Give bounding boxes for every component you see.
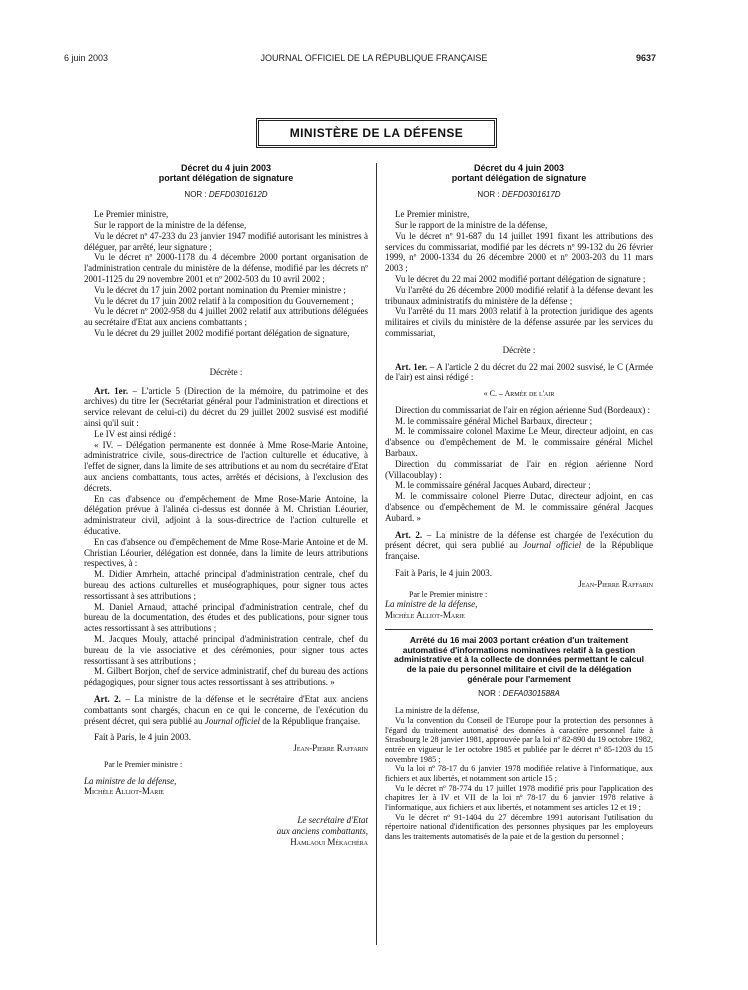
right-paragraph: Direction du commissariat de l'air en région aérienne Sud (Bordeaux) : xyxy=(395,404,651,415)
ministry-heading: MINISTÈRE DE LA DÉFENSE xyxy=(256,118,497,148)
right-nor: NOR : DEFD0301617D xyxy=(477,189,561,199)
right-arrete-paragraph: Vu le décret nº 78-774 du 17 juillet 1978 modifié pris pour l'application des chapitres Ier à IV et VII de la loi nº 78-17 du 6 janvier 1978 relative à l'informatique, aux fichiers et aux libertés, et notamment ses articles 12 et 19 ; xyxy=(385,783,653,812)
left-paragraph: En cas d'absence ou d'empêchement de Mme Rose-Marie Antoine et de M. Christian Léourier, délégation est donnée, dans la limite de leurs attributions respectives, à : xyxy=(84,536,368,569)
right-arrete-paragraph: Vu la loi nº 78-17 du 6 janvier 1978 modifiée relative à l'informatique, aux fichiers et aux libertés, et notamment son article 15 ; xyxy=(385,764,653,783)
right-separator xyxy=(385,629,653,630)
right-arrete-paragraph: Vu le décret nº 91-1404 du 27 décembre 1991 autorisant l'utilisation du répertoire national d'identification des personnes physiques par les employeurs dans les traitements automatisés de la paie et de la gestion du personnel ; xyxy=(385,812,653,841)
right-paragraph: Vu l'arrêté du 11 mars 2003 relatif à la protection juridique des agents militaires et civils du ministère de la défense assurée par les services du commissariat, xyxy=(385,306,653,339)
right-by-pm: Par le Premier ministre : xyxy=(409,589,488,599)
right-signer: Jean-Pierre Raffarin xyxy=(578,578,653,589)
right-decrete: Décrète : xyxy=(502,344,536,355)
header-page-number: 9637 xyxy=(635,53,656,63)
right-paragraph: M. le commissaire colonel Maxime Le Meur, directeur adjoint, en cas d'absence ou d'empêchement de M. le commissaire général Michel Barbaux. xyxy=(385,426,653,459)
left-secretary-role-2: aux anciens combattants, xyxy=(276,825,368,836)
left-secretary-role: Le secrétaire d'Etat xyxy=(297,815,368,826)
right-decree-title: Décret du 4 juin 2003 xyxy=(473,163,565,173)
right-arrete-nor-code: DEFA0301588A xyxy=(502,688,560,698)
left-secretary-name: Hamlaoui Mékachéra xyxy=(290,836,368,847)
right-arrete-nor: NOR : DEFA0301588A xyxy=(478,688,560,698)
right-arrete-paragraph: La ministre de la défense, xyxy=(395,706,480,716)
right-decree-subtitle: portant délégation de signature xyxy=(451,173,587,184)
header-date: 6 juin 2003 xyxy=(64,53,109,63)
left-paragraph: M. Daniel Arnaud, attaché principal d'administration centrale, chef du bureau de la documentation, des études et des publications, pour signer tous actes ressortissant à ses attributions ; xyxy=(84,601,368,634)
right-paragraph: Vu l'arrêté du 26 décembre 2000 modifié relatif à la défense devant les tribunaux administratifs du ministère de la défense ; xyxy=(385,284,653,306)
right-minister-role: La ministre de la défense, xyxy=(385,599,478,610)
right-arrete-title: Arrêté du 16 mai 2003 portant création d'un traitement automatisé d'informations nominatives relatif à la gestion administrative et à la collecte de données permettant le calcul de la paie du personnel militaire et civil de la délégation générale pour l'armement xyxy=(394,634,644,684)
right-minister-name: Michèle Alliot-Marie xyxy=(385,609,465,620)
left-column xyxy=(84,163,368,848)
left-decree-title: Décret du 4 juin 2003 xyxy=(180,163,272,173)
left-article-2: Art. 2. – La ministre de la défense et le secrétaire d'Etat aux anciens combattants sont chargés, chacun en ce qui le concerne, de l'exécution du présent décret, qui sera publié au Journal officiel de la République française. xyxy=(84,693,368,726)
left-paragraph: Vu le décret du 17 juin 2002 portant nomination du Premier ministre ; xyxy=(94,284,346,295)
right-paragraph: M. le commissaire général Jacques Aubard, directeur ; xyxy=(395,480,591,491)
left-paragraph: Vu le décret nº 47-233 du 23 janvier 1947 modifié autorisant les ministres à déléguer, par arrêté, leur signature ; xyxy=(84,230,368,252)
left-paragraph: Le Premier ministre, xyxy=(94,209,169,220)
right-done-at: Fait à Paris, le 4 juin 2003. xyxy=(395,567,492,578)
right-paragraph: Vu le décret du 22 mai 2002 modifié portant délégation de signature ; xyxy=(395,274,646,285)
left-paragraph: M. Didier Amrhein, attaché principal d'administration centrale, chef du bureau des actions culturelles et muséographiques, pour signer tous actes ressortissant à ses attributions ; xyxy=(84,569,368,601)
left-minister-name: Michèle Alliot-Marie xyxy=(84,786,164,797)
left-paragraph: « IV. – Délégation permanente est donnée à Mme Rose-Marie Antoine, administratrice civile, sous-directrice de l'action culturelle et éducative, à l'effet de signer, dans la limite de ses attributions et au nom du secrétaire d'Etat aux anciens combattants, tous actes, arrêtés et décisions, à l'exclusion des décrets. xyxy=(84,439,368,493)
left-paragraph: M. Gilbert Borjon, chef de service administratif, chef du bureau des actions pédagogiques, pour signer tous actes ressortissant à ses attributions. » xyxy=(84,666,368,688)
left-paragraph: M. Jacques Mouly, attaché principal d'administration centrale, chef du bureau de la vie associative et des cérémonies, pour signer tous actes ressortissant à ses attributions ; xyxy=(84,633,368,666)
left-paragraph: En cas d'absence ou d'empêchement de Mme Rose-Marie Antoine, la délégation prévue à l'alinéa ci-dessus est donnée à M. Christian Léourier, administrateur civil, adjoint à la sous-directrice de l'action culturelle et éducative. xyxy=(84,493,368,536)
right-paragraph: Vu le décret nº 91-687 du 14 juillet 1991 fixant les attributions des services du commissariat, modifié par les décrets nº 99-132 du 26 février 1999, nº 2000-1334 du 26 décembre 2000 et nº 2003-203 du 11 mars 2003 ; xyxy=(385,230,653,274)
right-article-1: Art. 1er. – A l'article 2 du décret du 22 mai 2002 susvisé, le C (Armée de l'air) est ainsi rédigé : xyxy=(385,361,654,383)
right-paragraph: Le Premier ministre, xyxy=(395,209,470,220)
left-paragraph: Le IV est ainsi rédigé : xyxy=(94,428,177,439)
left-decrete: Décrète : xyxy=(209,366,243,377)
header-journal-title: JOURNAL OFFICIEL DE LA RÉPUBLIQUE FRANÇAISE xyxy=(260,53,488,63)
left-article-1: Art. 1er. – L'article 5 (Direction de la mémoire, du patrimoine et des archives) du titre Ier (Secrétariat général pour l'administration et directions et service relevant de celui-ci) du décret du 29 juillet 2002 susvisé est modifié ainsi qu'il suit : xyxy=(84,385,368,429)
right-paragraph: Direction du commissariat de l'air en région aérienne Nord (Villacoublay) : xyxy=(385,458,653,480)
right-paragraph: M. le commissaire général Michel Barbaux, directeur ; xyxy=(395,415,593,426)
left-decree-subtitle: portant délégation de signature xyxy=(158,173,294,184)
right-article-2: Art. 2. – La ministre de la défense est chargée de l'exécution du présent décret, qui sera publié au Journal officiel de la République française. xyxy=(385,529,654,562)
right-paragraph: Sur le rapport de la ministre de la défense, xyxy=(395,220,548,231)
right-paragraph: M. le commissaire colonel Pierre Dutac, directeur adjoint, en cas d'absence ou d'empêchement de M. le commissaire général Jacques Aubard. » xyxy=(385,491,653,523)
left-nor-code: DEFD0301612D xyxy=(208,189,268,199)
left-paragraph: Sur le rapport de la ministre de la défense, xyxy=(94,220,247,231)
left-minister-role: La ministre de la défense, xyxy=(84,775,177,786)
right-arrete-paragraph: Vu la convention du Conseil de l'Europe pour la protection des personnes à l'égard du traitement automatisé des données à caractère personnel faite à Strasbourg le 28 janvier 1981, approuvée par la loi nº 82-890 du 19 octobre 1982, entrée en vigueur le 1er octobre 1985 et publiée par le décret nº 85-1203 du 15 novembre 1985 ; xyxy=(385,715,653,764)
right-section-heading: « C. – Armée de l'air xyxy=(483,389,555,399)
left-paragraph: Vu le décret du 29 juillet 2002 modifié portant délégation de signature, xyxy=(94,328,350,339)
left-by-pm: Par le Premier ministre : xyxy=(104,759,183,769)
right-column xyxy=(385,163,653,842)
left-done-at: Fait à Paris, le 4 juin 2003. xyxy=(94,732,191,743)
left-paragraph: Vu le décret nº 2000-1178 du 4 décembre 2000 portant organisation de l'administration centrale du ministère de la défense, modifié par les décrets nº 2001-1125 du 29 novembre 2001 et nº 2002-503 du 10 avril 2002 ; xyxy=(84,252,368,285)
left-paragraph: Vu le décret du 17 juin 2002 relatif à la composition du Gouvernement ; xyxy=(94,295,354,306)
left-signer: Jean-Pierre Raffarin xyxy=(293,743,368,754)
column-divider xyxy=(376,163,377,945)
right-nor-code: DEFD0301617D xyxy=(501,189,561,199)
left-nor: NOR : DEFD0301612D xyxy=(184,189,268,199)
left-paragraph: Vu le décret nº 2002-958 du 4 juillet 2002 relatif aux attributions déléguées au secrétaire d'Etat aux anciens combattants ; xyxy=(84,306,368,328)
